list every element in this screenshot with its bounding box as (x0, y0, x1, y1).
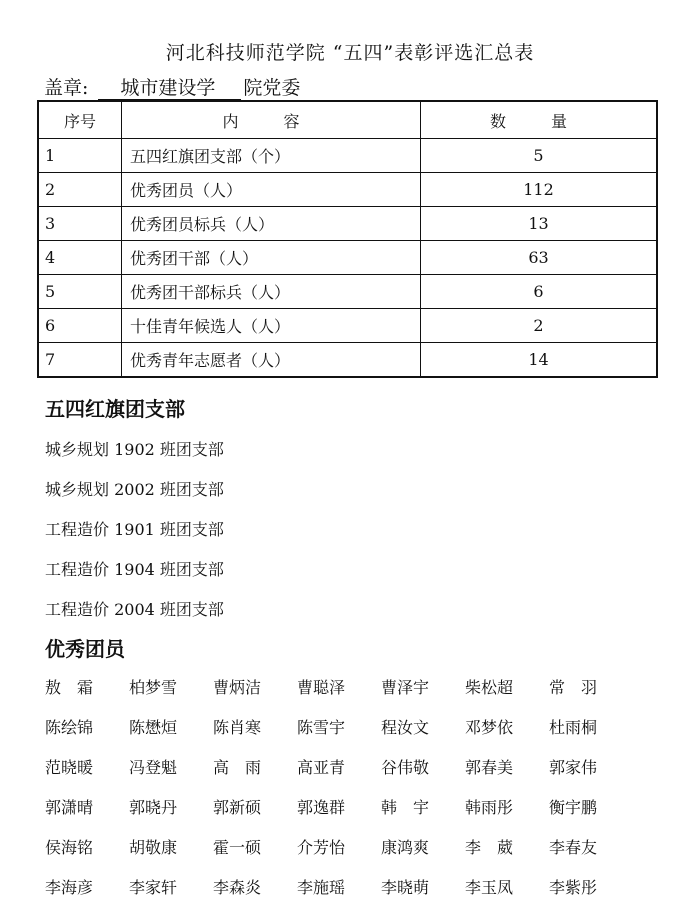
stamp-label: 盖章: (44, 77, 89, 99)
member-name: 范晓暖 (45, 758, 94, 777)
member-name: 李晓萌 (381, 878, 430, 897)
member-name: 柴松超 (465, 678, 514, 697)
member-name: 李施瑶 (297, 878, 346, 897)
member-name: 柏梦雪 (129, 678, 178, 697)
member-name: 敖霜 (45, 678, 110, 697)
member-name: 侯海铭 (45, 838, 94, 857)
row-content: 十佳青年候选人（人） (122, 309, 421, 343)
member-name: 陈肖寒 (213, 718, 262, 737)
member-name: 李家轩 (129, 878, 178, 897)
member-row (45, 676, 665, 716)
member-name: 曹泽宇 (381, 678, 430, 697)
member-name: 韩宇 (381, 798, 446, 817)
member-row (45, 876, 665, 916)
branch-item: 工程造价 1904 班团支部 (45, 560, 224, 579)
stamp-line (44, 73, 300, 100)
member-name: 高亚青 (297, 758, 346, 777)
member-name: 谷伟敬 (381, 758, 430, 777)
row-no: 3 (38, 207, 122, 241)
member-name: 杜雨桐 (549, 718, 598, 737)
member-name: 李森炎 (213, 878, 262, 897)
row-no: 5 (38, 275, 122, 309)
member-name: 韩雨彤 (465, 798, 514, 817)
member-name: 陈绘锦 (45, 718, 94, 737)
row-content: 优秀团员标兵（人） (122, 207, 421, 241)
member-name: 李紫彤 (549, 878, 598, 897)
table-row (38, 207, 657, 241)
header-content: 内 容 (122, 101, 421, 139)
row-quantity: 2 (421, 309, 658, 343)
member-name: 郭逸群 (297, 798, 346, 817)
table-header-row (38, 101, 657, 139)
row-quantity: 63 (421, 241, 658, 275)
member-name: 郭新硕 (213, 798, 262, 817)
table-row (38, 309, 657, 343)
row-content: 优秀团干部（人） (122, 241, 421, 275)
row-no: 4 (38, 241, 122, 275)
unit-name: 城市建设学 (98, 77, 241, 100)
member-name: 陈雪宇 (297, 718, 346, 737)
member-name: 常羽 (549, 678, 614, 697)
member-name: 郭春美 (465, 758, 514, 777)
summary-table (37, 100, 658, 378)
member-name: 霍一硕 (213, 838, 262, 857)
row-content: 五四红旗团支部（个） (122, 139, 421, 173)
excellent-members-grid (45, 676, 665, 916)
row-no: 1 (38, 139, 122, 173)
member-name: 郭晓丹 (129, 798, 178, 817)
member-name: 介芳怡 (297, 838, 346, 857)
table-row (38, 275, 657, 309)
member-name: 曹聪泽 (297, 678, 346, 697)
member-name: 曹炳洁 (213, 678, 262, 697)
row-quantity: 112 (421, 173, 658, 207)
member-name: 康鸿爽 (381, 838, 430, 857)
row-no: 7 (38, 343, 122, 378)
document-title: 河北科技师范学院 “五四”表彰评选汇总表 (165, 42, 535, 64)
red-flag-branches-heading: 五四红旗团支部 (45, 397, 185, 421)
table-row (38, 241, 657, 275)
row-quantity: 13 (421, 207, 658, 241)
row-no: 2 (38, 173, 122, 207)
row-content: 优秀团员（人） (122, 173, 421, 207)
member-name: 李海彦 (45, 878, 94, 897)
row-no: 6 (38, 309, 122, 343)
table-row (38, 173, 657, 207)
member-name: 冯登魁 (129, 758, 178, 777)
member-name: 郭家伟 (549, 758, 598, 777)
member-name: 郭潇晴 (45, 798, 94, 817)
row-quantity: 14 (421, 343, 658, 378)
table-row (38, 139, 657, 173)
unit-suffix: 院党委 (243, 77, 301, 99)
member-row (45, 756, 665, 796)
branch-item: 城乡规划 1902 班团支部 (45, 440, 224, 459)
member-name: 邓梦依 (465, 718, 514, 737)
member-name: 李春友 (549, 838, 598, 857)
header-quantity: 数 量 (421, 101, 658, 139)
table-row (38, 343, 657, 378)
member-row (45, 796, 665, 836)
member-name: 高雨 (213, 758, 278, 777)
branch-item: 城乡规划 2002 班团支部 (45, 480, 224, 499)
row-quantity: 6 (421, 275, 658, 309)
member-name: 衡宇鹏 (549, 798, 598, 817)
member-row (45, 836, 665, 876)
member-name: 胡敬康 (129, 838, 178, 857)
member-row (45, 716, 665, 756)
branch-item: 工程造价 1901 班团支部 (45, 520, 224, 539)
member-name: 李葳 (465, 838, 530, 857)
excellent-members-heading: 优秀团员 (45, 637, 125, 661)
member-name: 李玉凤 (465, 878, 514, 897)
row-content: 优秀青年志愿者（人） (122, 343, 421, 378)
member-name: 陈懋烜 (129, 718, 178, 737)
header-no: 序号 (38, 101, 122, 139)
row-content: 优秀团干部标兵（人） (122, 275, 421, 309)
branch-item: 工程造价 2004 班团支部 (45, 600, 224, 619)
row-quantity: 5 (421, 139, 658, 173)
member-name: 程汝文 (381, 718, 430, 737)
